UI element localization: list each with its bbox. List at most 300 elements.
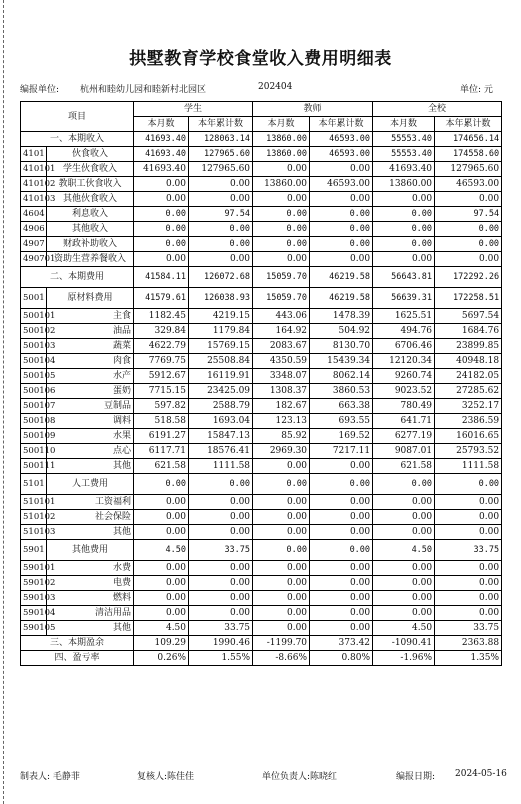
row-value: 0.00 — [435, 525, 502, 540]
row-value: 56643.81 — [373, 267, 435, 288]
row-label: 电费 — [47, 576, 134, 591]
row-value: 33.75 — [435, 540, 502, 561]
row-label: 蔬菜 — [47, 339, 134, 354]
row-code: 4101 — [21, 147, 47, 162]
row-value: 0.00 — [189, 222, 253, 237]
row-value: 0.00 — [134, 252, 189, 267]
row-value: 2588.79 — [189, 399, 253, 414]
row-value: 0.00 — [253, 237, 310, 252]
row-label: 四、盈亏率 — [21, 651, 134, 666]
row-label: 肉食 — [47, 354, 134, 369]
row-value: 0.00 — [435, 192, 502, 207]
row-value: 0.00 — [373, 252, 435, 267]
subheader-cell: 本月数 — [134, 117, 189, 132]
row-value: 15439.34 — [310, 354, 373, 369]
row-value: -1.96% — [373, 651, 435, 666]
row-value: 0.00 — [310, 561, 373, 576]
row-value: 46219.58 — [310, 267, 373, 288]
row-value: 0.00 — [435, 606, 502, 621]
row-value: 7715.15 — [134, 384, 189, 399]
row-code: 500103 — [21, 339, 47, 354]
table-row — [21, 324, 502, 339]
table-row — [21, 651, 502, 666]
row-code: 500109 — [21, 429, 47, 444]
row-value: 0.00 — [310, 606, 373, 621]
row-value: 172292.26 — [435, 267, 502, 288]
row-code: 500105 — [21, 369, 47, 384]
table-row — [21, 525, 502, 540]
report-period: 202404 — [258, 82, 293, 92]
row-value: 41584.11 — [134, 267, 189, 288]
row-value: 663.38 — [310, 399, 373, 414]
row-value: 174656.14 — [435, 132, 502, 147]
preparer: 制表人: 毛静菲 — [20, 772, 80, 782]
row-label: 点心 — [47, 444, 134, 459]
row-value: 0.00 — [253, 252, 310, 267]
row-code: 500104 — [21, 354, 47, 369]
row-value: 0.00 — [310, 192, 373, 207]
row-value: 0.00 — [189, 495, 253, 510]
table-row — [21, 222, 502, 237]
row-code: 500106 — [21, 384, 47, 399]
table-row — [21, 591, 502, 606]
table-row — [21, 237, 502, 252]
row-value: 780.49 — [373, 399, 435, 414]
row-value: 0.00 — [134, 591, 189, 606]
row-value: 15059.70 — [253, 288, 310, 309]
row-value: 46593.00 — [310, 177, 373, 192]
subheader-cell: 本年累计数 — [435, 117, 502, 132]
table-row — [21, 429, 502, 444]
detail-table — [20, 101, 502, 666]
subheader-cell: 本年累计数 — [189, 117, 253, 132]
row-value: 7217.11 — [310, 444, 373, 459]
row-value: 518.58 — [134, 414, 189, 429]
row-value: 0.00 — [373, 591, 435, 606]
row-value: 27285.62 — [435, 384, 502, 399]
row-value: 23899.85 — [435, 339, 502, 354]
person-in-charge: 单位负责人:陈晓红 — [262, 772, 338, 782]
reviewer: 复核人:陈佳佳 — [137, 772, 195, 782]
subheader-cell: 本月数 — [253, 117, 310, 132]
row-value: 13860.00 — [253, 132, 310, 147]
row-value: 0.00 — [253, 222, 310, 237]
table-row — [21, 339, 502, 354]
row-code: 500108 — [21, 414, 47, 429]
row-label: 油品 — [47, 324, 134, 339]
row-label: 学生伙食收入 — [47, 162, 134, 177]
row-value: 0.00 — [310, 576, 373, 591]
row-value: 0.00 — [373, 606, 435, 621]
row-value: 56639.31 — [373, 288, 435, 309]
row-value: 1111.58 — [189, 459, 253, 474]
row-label: 其他伙食收入 — [47, 192, 134, 207]
row-value: 25508.84 — [189, 354, 253, 369]
row-code: 500111 — [21, 459, 47, 474]
row-value: 4.50 — [373, 540, 435, 561]
row-code: 510102 — [21, 510, 47, 525]
row-label: 调料 — [47, 414, 134, 429]
row-value: 0.00 — [189, 591, 253, 606]
row-label: 主食 — [47, 309, 134, 324]
row-value: 127965.60 — [189, 147, 253, 162]
row-label: 教职工伙食收入 — [47, 177, 134, 192]
row-value: 0.00 — [373, 495, 435, 510]
table-row — [21, 177, 502, 192]
row-label: 人工费用 — [47, 474, 134, 495]
row-value: 12120.34 — [373, 354, 435, 369]
header-group-school: 全校 — [373, 102, 502, 117]
row-label: 原材料费用 — [47, 288, 134, 309]
currency-unit: 单位: 元 — [460, 85, 493, 95]
row-value: 16119.91 — [189, 369, 253, 384]
row-value: 0.00 — [134, 207, 189, 222]
row-value: 25793.52 — [435, 444, 502, 459]
row-value: 0.00 — [435, 561, 502, 576]
row-value: 46593.00 — [435, 177, 502, 192]
row-value: 2969.30 — [253, 444, 310, 459]
table-row — [21, 288, 502, 309]
subheader-cell: 本年累计数 — [310, 117, 373, 132]
row-label: 其他 — [47, 621, 134, 636]
row-value: 0.00 — [253, 525, 310, 540]
row-value: 0.00 — [189, 561, 253, 576]
row-value: 0.00 — [253, 540, 310, 561]
row-code: 500107 — [21, 399, 47, 414]
row-value: 33.75 — [189, 540, 253, 561]
row-value: 0.00 — [435, 222, 502, 237]
row-label: 社会保险 — [47, 510, 134, 525]
row-value: 6706.46 — [373, 339, 435, 354]
row-value: 0.00 — [134, 576, 189, 591]
row-value: 41579.61 — [134, 288, 189, 309]
row-value: 0.00 — [253, 591, 310, 606]
row-value: 504.92 — [310, 324, 373, 339]
row-value: 0.00 — [310, 207, 373, 222]
row-value: 4219.15 — [189, 309, 253, 324]
row-value: 41693.40 — [134, 147, 189, 162]
row-value: 41693.40 — [134, 162, 189, 177]
row-label: 利息收入 — [47, 207, 134, 222]
row-value: 0.00 — [435, 252, 502, 267]
row-value: 0.00 — [189, 576, 253, 591]
row-code: 590102 — [21, 576, 47, 591]
row-value: 0.00 — [189, 192, 253, 207]
row-value: 13860.00 — [253, 177, 310, 192]
row-value: 693.55 — [310, 414, 373, 429]
row-value: 0.00 — [253, 621, 310, 636]
row-code: 4906 — [21, 222, 47, 237]
header-group-teachers: 教师 — [253, 102, 373, 117]
row-value: 0.00 — [310, 459, 373, 474]
table-row — [21, 147, 502, 162]
row-value: 0.00 — [134, 561, 189, 576]
row-value: 4350.59 — [253, 354, 310, 369]
row-label: 伙食收入 — [47, 147, 134, 162]
row-value: 0.00 — [310, 591, 373, 606]
row-label: 其他 — [47, 525, 134, 540]
row-label: 水果 — [47, 429, 134, 444]
row-code: 410102 — [21, 177, 47, 192]
row-value: 0.00 — [373, 222, 435, 237]
row-value: 0.00 — [373, 474, 435, 495]
row-value: 4.50 — [134, 621, 189, 636]
binding-line — [3, 0, 4, 804]
row-value: 1.35% — [435, 651, 502, 666]
row-value: 127965.60 — [435, 162, 502, 177]
row-label: 三、本期盈余 — [21, 636, 134, 651]
row-value: 0.00 — [373, 576, 435, 591]
row-label: 其他 — [47, 459, 134, 474]
row-value: 174558.60 — [435, 147, 502, 162]
row-value: 0.26% — [134, 651, 189, 666]
row-code: 590101 — [21, 561, 47, 576]
row-value: 1625.51 — [373, 309, 435, 324]
row-label: 其他收入 — [47, 222, 134, 237]
row-value: 0.00 — [189, 177, 253, 192]
row-value: 18576.41 — [189, 444, 253, 459]
row-value: 1684.76 — [435, 324, 502, 339]
row-value: 597.82 — [134, 399, 189, 414]
row-value: 85.92 — [253, 429, 310, 444]
row-label: 清洁用品 — [47, 606, 134, 621]
row-value: 0.00 — [310, 222, 373, 237]
row-value: 1179.84 — [189, 324, 253, 339]
row-value: 1478.39 — [310, 309, 373, 324]
row-value: 0.00 — [134, 192, 189, 207]
row-value: 6191.27 — [134, 429, 189, 444]
row-value: 123.13 — [253, 414, 310, 429]
date-label: 编报日期: — [396, 772, 436, 782]
table-row — [21, 192, 502, 207]
row-label: 工资福利 — [47, 495, 134, 510]
row-code: 590103 — [21, 591, 47, 606]
row-value: 8062.14 — [310, 369, 373, 384]
row-value: 0.00 — [253, 606, 310, 621]
row-value: 0.00 — [310, 162, 373, 177]
row-code: 590104 — [21, 606, 47, 621]
row-label: 资助生营养餐收入 — [47, 252, 134, 267]
row-code: 5901 — [21, 540, 47, 561]
row-value: 0.00 — [310, 474, 373, 495]
row-value: 5697.54 — [435, 309, 502, 324]
row-value: 0.00 — [253, 162, 310, 177]
table-row — [21, 459, 502, 474]
row-value: 0.00 — [189, 510, 253, 525]
row-value: -8.66% — [253, 651, 310, 666]
row-value: 172258.51 — [435, 288, 502, 309]
table-row — [21, 636, 502, 651]
row-label: 一、本期收入 — [21, 132, 134, 147]
unit-name: 杭州和睦幼儿园和睦新村北园区 — [80, 85, 207, 95]
row-value: 13860.00 — [373, 177, 435, 192]
row-label: 蛋奶 — [47, 384, 134, 399]
row-value: 494.76 — [373, 324, 435, 339]
row-value: 1.55% — [189, 651, 253, 666]
row-value: 443.06 — [253, 309, 310, 324]
row-value: 8130.70 — [310, 339, 373, 354]
row-value: 4.50 — [134, 540, 189, 561]
row-value: 0.00 — [253, 510, 310, 525]
table-row — [21, 495, 502, 510]
row-value: 0.00 — [189, 606, 253, 621]
row-value: 1182.45 — [134, 309, 189, 324]
row-value: 2386.59 — [435, 414, 502, 429]
unit-label: 编报单位: — [20, 85, 60, 95]
row-value: 16016.65 — [435, 429, 502, 444]
row-value: 0.00 — [435, 237, 502, 252]
row-code: 590105 — [21, 621, 47, 636]
row-label: 燃料 — [47, 591, 134, 606]
row-value: 15769.15 — [189, 339, 253, 354]
row-label: 二、本期费用 — [21, 267, 134, 288]
table-row — [21, 309, 502, 324]
row-value: 0.00 — [253, 576, 310, 591]
row-value: 1111.58 — [435, 459, 502, 474]
row-value: 0.00 — [435, 576, 502, 591]
row-value: 1308.37 — [253, 384, 310, 399]
row-value: 4622.79 — [134, 339, 189, 354]
row-value: 40948.18 — [435, 354, 502, 369]
row-value: 41693.40 — [373, 162, 435, 177]
row-value: 0.00 — [189, 474, 253, 495]
row-code: 510101 — [21, 495, 47, 510]
row-value: 0.00 — [253, 474, 310, 495]
row-value: 0.00 — [310, 252, 373, 267]
table-row — [21, 267, 502, 288]
row-value: 0.00 — [373, 525, 435, 540]
row-value: 621.58 — [373, 459, 435, 474]
row-value: 0.00 — [435, 510, 502, 525]
row-value: 9023.52 — [373, 384, 435, 399]
row-value: 4.50 — [373, 621, 435, 636]
row-value: 3348.07 — [253, 369, 310, 384]
row-value: 621.58 — [134, 459, 189, 474]
table-row — [21, 444, 502, 459]
row-value: 0.00 — [373, 237, 435, 252]
row-value: 169.52 — [310, 429, 373, 444]
row-value: 1990.46 — [189, 636, 253, 651]
row-value: 0.00 — [435, 591, 502, 606]
row-value: 2083.67 — [253, 339, 310, 354]
row-value: 0.00 — [373, 207, 435, 222]
row-value: 0.00 — [134, 510, 189, 525]
row-value: 0.00 — [134, 606, 189, 621]
row-code: 5001 — [21, 288, 47, 309]
row-value: 0.00 — [134, 474, 189, 495]
row-value: 0.00 — [134, 237, 189, 252]
row-value: 0.00 — [134, 177, 189, 192]
row-value: 24182.05 — [435, 369, 502, 384]
row-value: 15059.70 — [253, 267, 310, 288]
table-row — [21, 399, 502, 414]
row-value: 0.00 — [189, 252, 253, 267]
row-value: 46593.00 — [310, 132, 373, 147]
row-value: 6117.71 — [134, 444, 189, 459]
header-item: 项目 — [21, 102, 134, 132]
row-value: 127965.60 — [189, 162, 253, 177]
date-value: 2024-05-16 — [455, 769, 507, 779]
table-row — [21, 510, 502, 525]
table-row — [21, 132, 502, 147]
row-value: 0.00 — [310, 525, 373, 540]
row-value: 33.75 — [435, 621, 502, 636]
row-value: 0.00 — [253, 207, 310, 222]
row-code: 500110 — [21, 444, 47, 459]
row-code: 5101 — [21, 474, 47, 495]
row-code: 4907 — [21, 237, 47, 252]
table-row — [21, 354, 502, 369]
table-row — [21, 561, 502, 576]
row-value: 126072.68 — [189, 267, 253, 288]
table-row — [21, 621, 502, 636]
row-value: 0.00 — [253, 192, 310, 207]
row-value: 41693.40 — [134, 132, 189, 147]
row-value: 0.00 — [435, 495, 502, 510]
row-value: 9260.74 — [373, 369, 435, 384]
row-value: 0.00 — [134, 222, 189, 237]
row-value: 641.71 — [373, 414, 435, 429]
row-value: 126038.93 — [189, 288, 253, 309]
row-value: 13860.00 — [253, 147, 310, 162]
row-value: 0.00 — [189, 237, 253, 252]
row-value: 3860.53 — [310, 384, 373, 399]
row-value: 0.00 — [253, 495, 310, 510]
row-value: 97.54 — [189, 207, 253, 222]
table-row — [21, 369, 502, 384]
row-code: 410101 — [21, 162, 47, 177]
row-value: 7769.75 — [134, 354, 189, 369]
row-value: -1090.41 — [373, 636, 435, 651]
row-value: 0.00 — [373, 192, 435, 207]
row-value: 0.00 — [134, 525, 189, 540]
table-row — [21, 384, 502, 399]
table-row — [21, 474, 502, 495]
table-row — [21, 414, 502, 429]
row-value: 329.84 — [134, 324, 189, 339]
row-value: 6277.19 — [373, 429, 435, 444]
row-code: 500101 — [21, 309, 47, 324]
row-value: 0.00 — [435, 474, 502, 495]
row-value: 182.67 — [253, 399, 310, 414]
row-value: 0.00 — [310, 237, 373, 252]
row-label: 水产 — [47, 369, 134, 384]
row-value: 0.00 — [253, 459, 310, 474]
row-value: 46593.00 — [310, 147, 373, 162]
row-code: 4604 — [21, 207, 47, 222]
row-code: 490701 — [21, 252, 47, 267]
subheader-cell: 本月数 — [373, 117, 435, 132]
row-value: 55553.40 — [373, 132, 435, 147]
table-body — [21, 132, 502, 666]
row-label: 财政补助收入 — [47, 237, 134, 252]
row-value: -1199.70 — [253, 636, 310, 651]
table-row — [21, 606, 502, 621]
row-code: 510103 — [21, 525, 47, 540]
row-code: 410103 — [21, 192, 47, 207]
row-value: 5912.67 — [134, 369, 189, 384]
row-value: 3252.17 — [435, 399, 502, 414]
row-value: 0.00 — [310, 540, 373, 561]
row-value: 373.42 — [310, 636, 373, 651]
row-value: 0.00 — [134, 495, 189, 510]
row-value: 0.00 — [373, 510, 435, 525]
row-code: 500102 — [21, 324, 47, 339]
row-value: 0.80% — [310, 651, 373, 666]
row-value: 128063.14 — [189, 132, 253, 147]
row-value: 1693.04 — [189, 414, 253, 429]
row-value: 0.00 — [373, 561, 435, 576]
